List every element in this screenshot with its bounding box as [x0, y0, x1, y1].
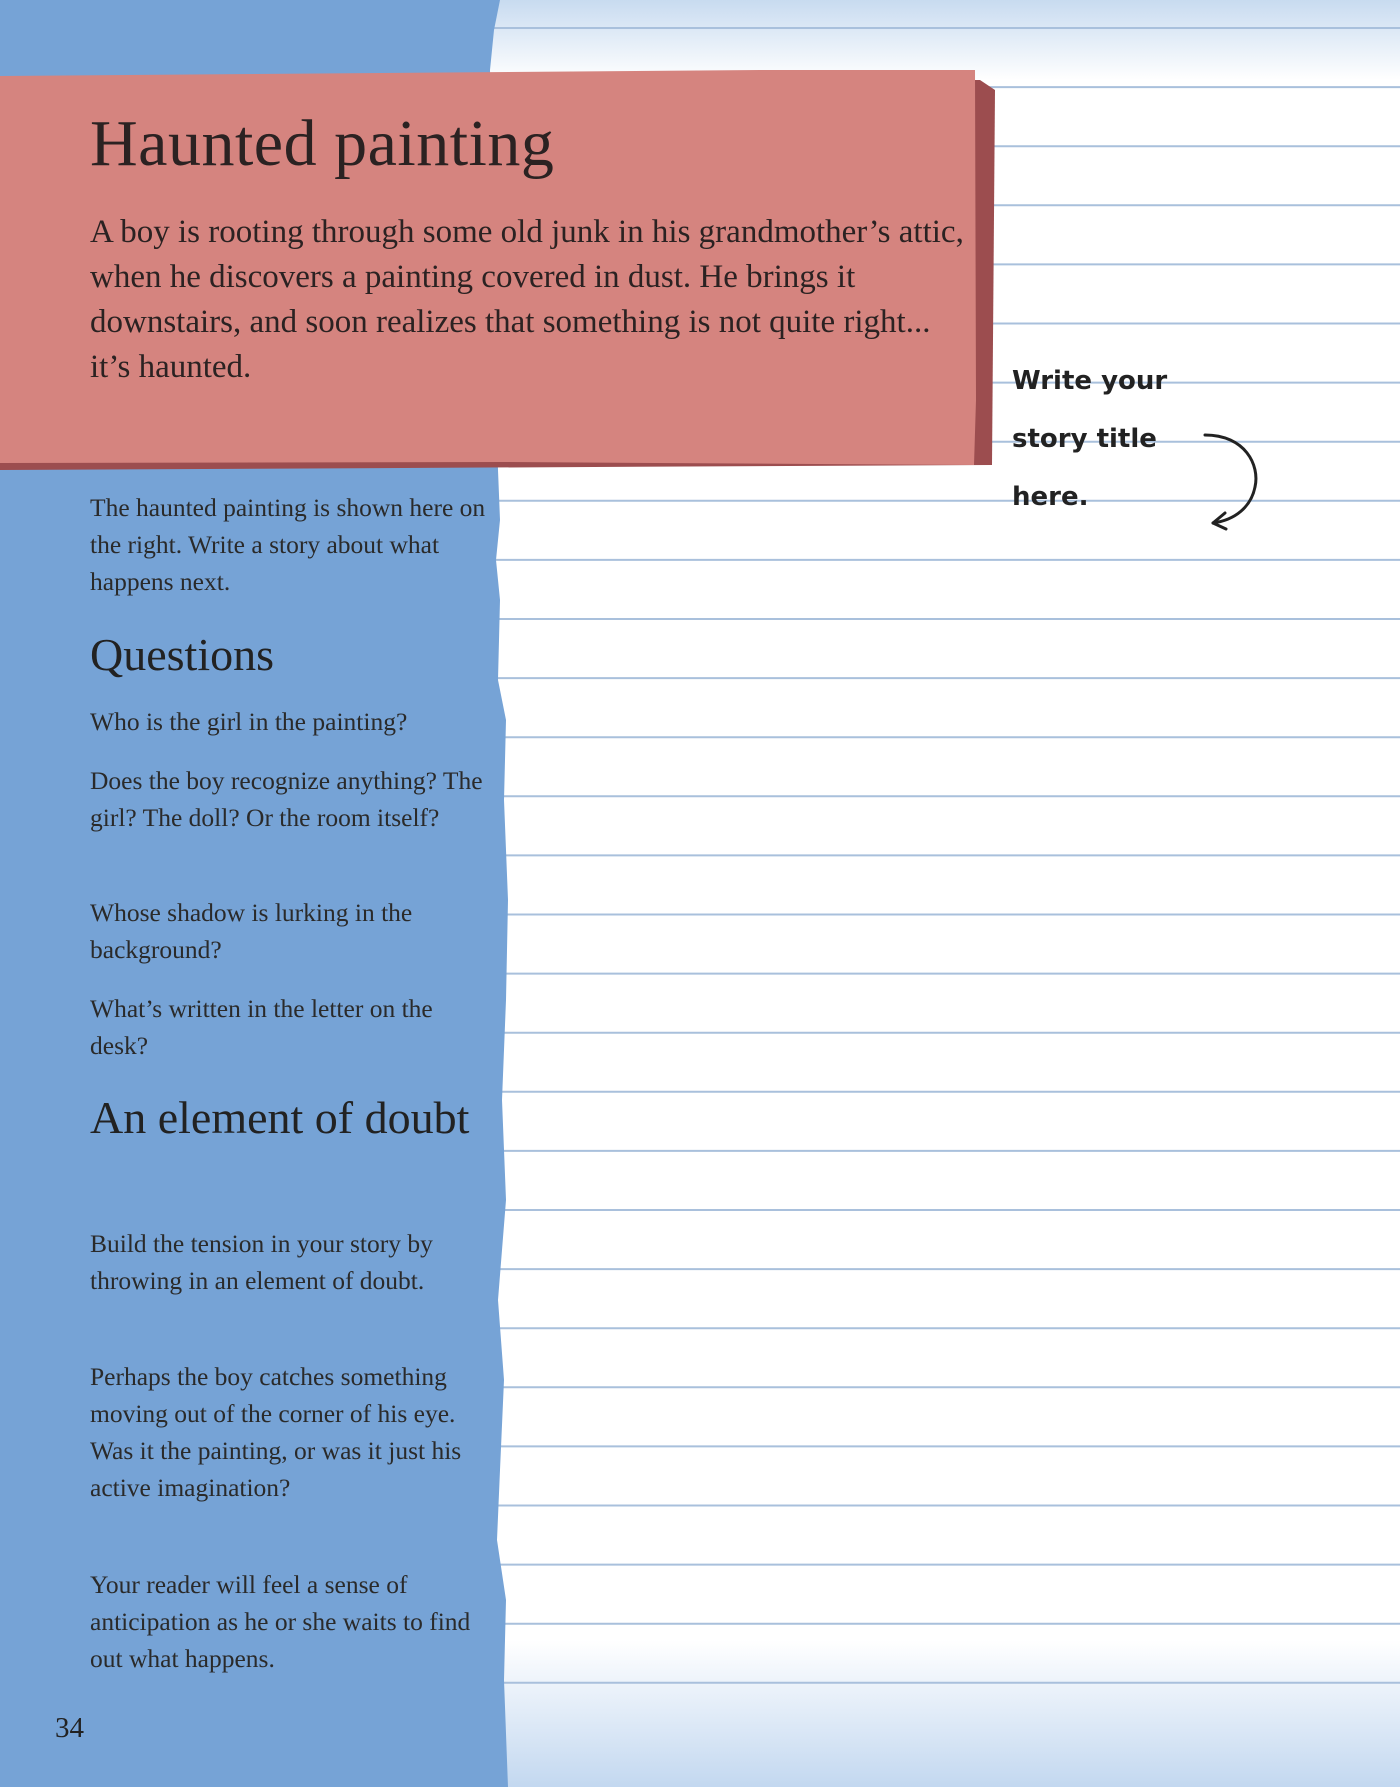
sidebar-description: The haunted painting is shown here on the right. Write a story about what happens next. [90, 493, 486, 596]
doubt-heading: An element of doubt [90, 1092, 470, 1143]
title-hint: Write your story title here. [1012, 366, 1168, 512]
doubt-paragraph: Your reader will feel a sense of anticipation as he or she waits to find out what happens. [90, 1570, 471, 1673]
question-item: What’s written in the letter on the desk? [90, 994, 433, 1060]
intro-paragraph: A boy is rooting through some old junk in his grandmother’s attic, when he discovers a painting covered in dust. He brings it downstairs, and soon realizes that something is not quite right... it’s haunted. [90, 214, 964, 385]
question-item: Whose shadow is lurking in the background? [90, 898, 413, 964]
curved-arrow-icon [1185, 425, 1265, 535]
doubt-paragraph: Build the tension in your story by throwing in an element of doubt. [90, 1229, 433, 1295]
question-item: Who is the girl in the painting? [90, 707, 408, 736]
doubt-paragraph: Perhaps the boy catches something moving out of the corner of his eye. Was it the painting, or was it just his active imagination? [90, 1362, 462, 1502]
page-number: 34 [55, 1712, 84, 1744]
questions-heading: Questions [90, 629, 274, 680]
question-item: Does the boy recognize anything? The girl? The doll? Or the room itself? [90, 766, 483, 832]
page-title: Haunted painting [90, 107, 555, 180]
